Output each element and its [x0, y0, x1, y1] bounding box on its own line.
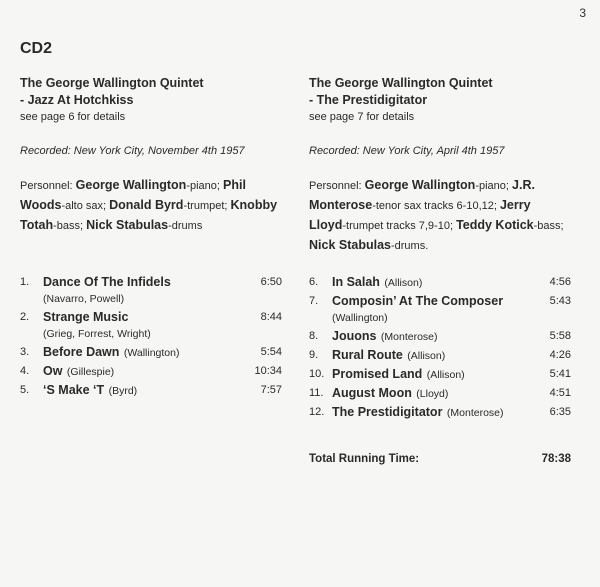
track-duration: 6:35	[549, 406, 571, 418]
track-composer: (Monterose)	[446, 407, 504, 419]
track-title: Composin’ At The Composer	[332, 294, 504, 308]
cd-label: CD2	[20, 40, 53, 57]
track-duration: 4:26	[549, 349, 571, 361]
track-number: 12.	[309, 406, 325, 418]
track-number: 3.	[20, 346, 30, 358]
total-value: 78:38	[541, 453, 571, 465]
musician-name: J.R. Monterose	[309, 178, 535, 212]
track-duration: 5:41	[549, 368, 571, 380]
track-title: Promised Land	[332, 367, 423, 381]
track-number: 10.	[309, 368, 325, 380]
track-title: Before Dawn	[43, 345, 120, 359]
see-page-note: see page 7 for details	[309, 111, 415, 123]
track-row	[20, 362, 282, 381]
musician-name: Jerry Lloyd	[309, 198, 531, 232]
track-title: ‘S Make ‘T	[43, 383, 105, 397]
album-title-line-1: The George Wallington Quintet	[20, 76, 204, 90]
personnel-text: -piano;	[186, 180, 224, 192]
total-label: Total Running Time:	[309, 453, 420, 465]
track-row	[20, 273, 282, 308]
track-title: Jouons	[332, 329, 377, 343]
track-title: Rural Route	[332, 348, 403, 362]
track-row	[20, 381, 282, 400]
track-number: 8.	[309, 330, 319, 342]
track-row	[309, 292, 571, 327]
track-row	[309, 384, 571, 403]
album-title-line-2: - Jazz At Hotchkiss	[20, 93, 134, 107]
track-row	[309, 346, 571, 365]
track-row	[309, 403, 571, 422]
track-number: 6.	[309, 276, 319, 288]
track-title: Ow	[43, 364, 63, 378]
personnel-text: -trumpet;	[183, 200, 231, 212]
personnel-text: -drums.	[390, 240, 429, 252]
track-composer: (Navarro, Powell)	[43, 293, 125, 305]
track-title: The Prestidigitator	[332, 405, 443, 419]
track-composer: (Allison)	[407, 350, 446, 362]
track-title: Strange Music	[43, 310, 129, 324]
personnel	[309, 176, 571, 256]
personnel-text: -piano;	[475, 180, 513, 192]
track-composer: (Wallington)	[123, 347, 180, 359]
musician-name: George Wallington	[75, 178, 187, 192]
personnel-text: -tenor sax tracks 6-10,12;	[372, 200, 500, 212]
track-number: 4.	[20, 365, 30, 377]
track-number: 2.	[20, 311, 30, 323]
track-duration: 10:34	[254, 365, 282, 377]
see-page-note: see page 6 for details	[20, 111, 126, 123]
track-composer: (Gillespie)	[66, 366, 115, 378]
album-title-line-1: The George Wallington Quintet	[309, 76, 493, 90]
session-right	[309, 75, 571, 256]
track-composer: (Wallington)	[332, 312, 388, 324]
recorded-info: Recorded: New York City, November 4th 1957	[20, 145, 245, 157]
musician-name: Knobby Totah	[20, 198, 278, 232]
track-number: 9.	[309, 349, 319, 361]
track-list-left	[20, 273, 282, 400]
track-number: 11.	[309, 387, 324, 399]
track-composer: (Monterose)	[380, 331, 438, 343]
musician-name: Donald Byrd	[109, 198, 184, 212]
track-row	[20, 343, 282, 362]
track-number: 1.	[20, 276, 30, 288]
track-row	[309, 365, 571, 384]
track-title: August Moon	[332, 386, 412, 400]
track-composer: (Grieg, Forrest, Wright)	[43, 328, 151, 340]
musician-name: Teddy Kotick	[456, 218, 534, 232]
personnel	[20, 176, 285, 236]
track-duration: 8:44	[260, 311, 282, 323]
musician-name: Nick Stabulas	[86, 218, 169, 232]
track-title: Dance Of The Infidels	[43, 275, 171, 289]
track-row	[20, 308, 282, 343]
track-duration: 5:58	[549, 330, 571, 342]
personnel-text: Personnel:	[309, 180, 365, 192]
personnel-text: -alto sax;	[61, 200, 110, 212]
track-duration: 7:57	[260, 384, 282, 396]
track-composer: (Lloyd)	[416, 388, 449, 400]
musician-name: George Wallington	[364, 178, 476, 192]
musician-name: Nick Stabulas	[309, 238, 391, 252]
track-title: In Salah	[332, 275, 380, 289]
track-number: 5.	[20, 384, 30, 396]
track-composer: (Allison)	[384, 277, 423, 289]
album-title-line-2: - The Prestidigitator	[309, 93, 428, 107]
track-row	[309, 273, 571, 292]
musician-name: Phil Woods	[20, 178, 246, 212]
track-composer: (Byrd)	[108, 385, 138, 397]
track-duration: 4:51	[549, 387, 571, 399]
track-duration: 5:43	[549, 295, 571, 307]
track-row	[309, 327, 571, 346]
personnel-text: -drums	[168, 220, 203, 232]
page-number: 3	[579, 6, 586, 20]
recorded-info: Recorded: New York City, April 4th 1957	[309, 145, 505, 157]
track-duration: 6:50	[260, 276, 282, 288]
track-composer: (Allison)	[426, 369, 465, 381]
track-duration: 5:54	[260, 346, 282, 358]
personnel-text: Personnel:	[20, 180, 76, 192]
track-list-right	[309, 273, 571, 422]
personnel-text: -bass;	[533, 220, 564, 232]
track-number: 7.	[309, 295, 319, 307]
personnel-text: -bass;	[53, 220, 87, 232]
track-duration: 4:56	[549, 276, 571, 288]
personnel-text: -trumpet tracks 7,9-10;	[342, 220, 457, 232]
session-left	[20, 75, 285, 236]
